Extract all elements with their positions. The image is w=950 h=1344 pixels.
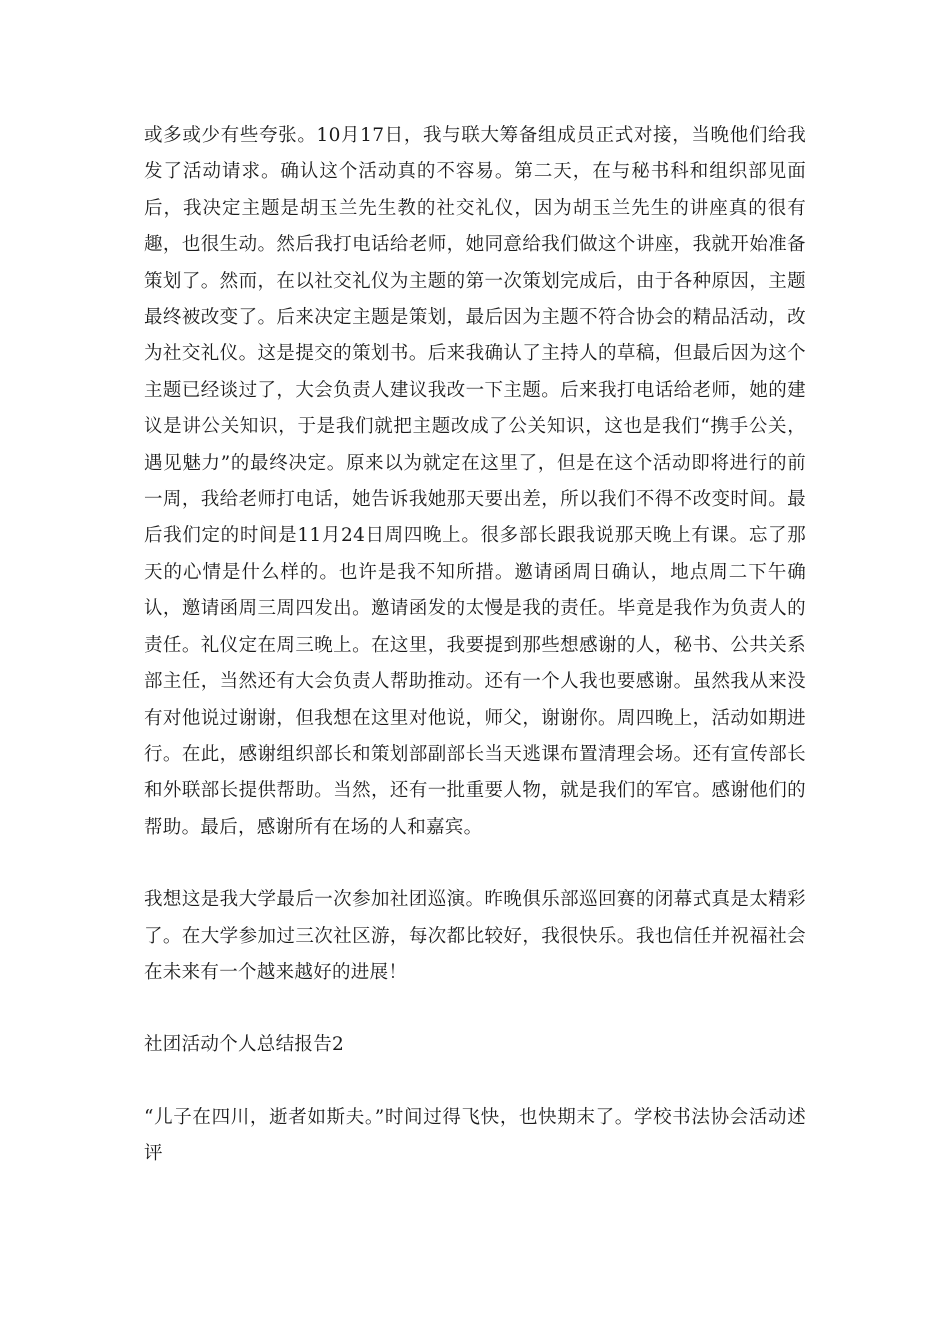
section-heading: 社团活动个人总结报告2 bbox=[144, 1034, 345, 1056]
document-body bbox=[144, 118, 806, 1173]
paragraph-closing-thoughts: 我想这是我大学最后一次参加社团巡演。昨晚俱乐部巡回赛的闭幕式真是太精彩了。在大学参加过三次社区游，每次都比较好，我很快乐。我也信任并祝福社会在未来有一个越来越好的进展！ bbox=[144, 889, 806, 983]
paragraph-report-intro: “儿子在四川，逝者如斯夫。”时间过得飞快，也快期末了。学校书法协会活动述评 bbox=[144, 1106, 806, 1165]
paragraph-activity-planning: 或多或少有些夸张。10月17日，我与联大筹备组成员正式对接，当晚他们给我发了活动请求。确认这个活动真的不容易。第二天，在与秘书科和组织部见面后，我决定主题是胡玉兰先生教的社交礼仪，因为胡玉兰先生的讲座真的很有趣，也很生动。然后我打电话给老师，她同意给我们做这个讲座，我就开始准备策划了。然而，在以社交礼仪为主题的第一次策划完成后，由于各种原因，主题最终被改变了。后来决定主题是策划，最后因为主题不符合协会的精品活动，改为社交礼仪。这是提交的策划书。后来我确认了主持人的草稿，但最后因为这个主题已经谈过了，大会负责人建议我改一下主题。后来我打电话给老师，她的建议是讲公关知识，于是我们就把主题改成了公关知识，这也是我们“携手公关，遇见魅力”的最终决定。原来以为就定在这里了，但是在这个活动即将进行的前一周，我给老师打电话，她告诉我她那天要出差，所以我们不得不改变时间。最后我们定的时间是11月24日周四晚上。很多部长跟我说那天晚上有课。忘了那天的心情是什么样的。也许是我不知所措。邀请函周日确认，地点周二下午确认，邀请函周三周四发出。邀请函发的太慢是我的责任。毕竟是我作为负责人的责任。礼仪定在周三晚上。在这里，我要提到那些想感谢的人，秘书、公共关系部主任，当然还有大会负责人帮助推动。还有一个人我也要感谢。虽然我从来没有对他说过谢谢，但我想在这里对他说，师父，谢谢你。周四晚上，活动如期进行。在此，感谢组织部长和策划部副部长当天逃课布置清理会场。还有宣传部长和外联部长提供帮助。当然，还有一批重要人物，就是我们的军官。感谢他们的帮助。最后，感谢所有在场的人和嘉宾。 bbox=[144, 125, 806, 838]
